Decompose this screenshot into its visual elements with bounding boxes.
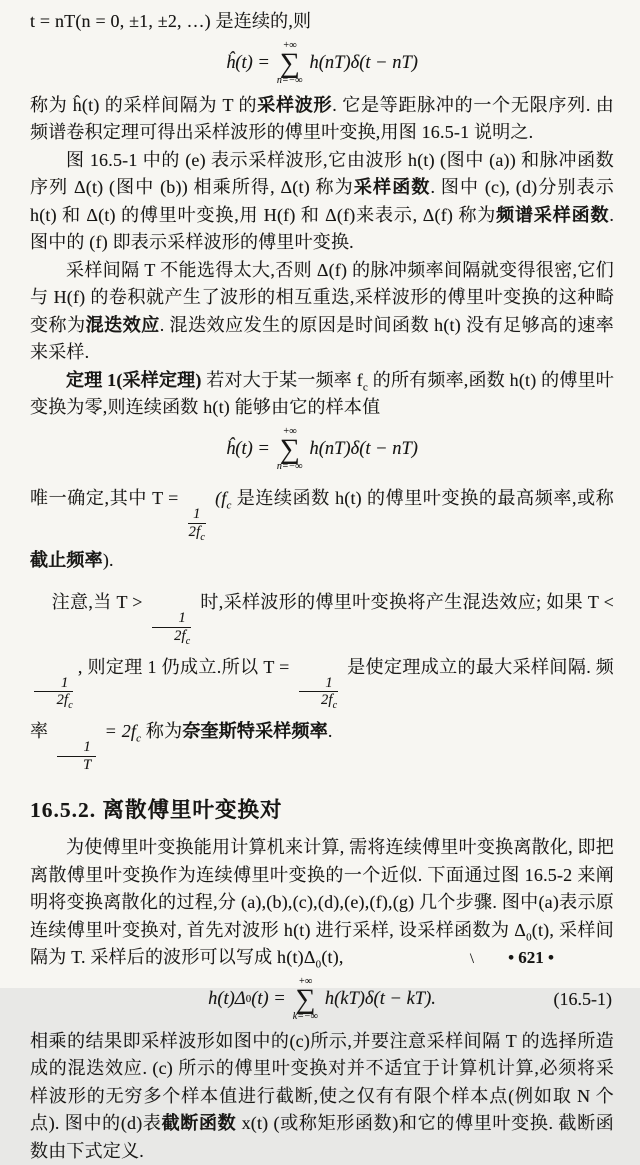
text-segment: 0: [526, 931, 532, 944]
equation-body: h(nT)δ(t − nT): [309, 52, 418, 73]
paragraph-sampling-theorem: [30, 367, 614, 422]
emphasized-term: 截断函数: [161, 1113, 237, 1134]
sum-upper-limit: +∞: [282, 425, 297, 437]
text-run: 称为: [141, 720, 183, 741]
den-text: 2f: [320, 692, 333, 709]
emphasized-term: 频谱采样函数: [496, 204, 610, 225]
paragraph-unique-determination: [30, 478, 614, 580]
den-text: T: [83, 756, 92, 773]
fraction-numerator: 1: [57, 739, 96, 757]
fraction-numerator: 1: [299, 675, 338, 693]
text-segment: . 图中的 (f) 即表示采样波形的傅里叶变换.: [30, 204, 615, 253]
sum-lower-limit: n=−∞: [276, 460, 303, 472]
fraction-1-over-2fc: [152, 610, 192, 647]
sigma-glyph: ∑: [295, 983, 316, 1015]
sum-upper-limit: +∞: [298, 975, 313, 987]
display-formula-16-5-1: [30, 977, 614, 1022]
fraction-denominator: [188, 524, 206, 541]
text-run: 是使定理成立的最大采样间隔. 频率: [30, 656, 614, 741]
fraction-1-over-2fc: [298, 674, 338, 712]
fraction-numerator: 1: [188, 506, 205, 524]
equation-body: h(kT)δ(t − kT).: [324, 989, 436, 1010]
equation-lhs: h(t)Δ: [208, 989, 246, 1010]
fraction-numerator: 1: [152, 610, 191, 628]
text-segment: . 它是等距脉冲的一个无限序列. 由频谱卷积定理可得出采样波形的傅里叶变换,用图 16.5-1 说明之.: [30, 94, 614, 143]
den-text: 2f: [174, 627, 186, 644]
text-segment: 采样间隔 T 不能选得太大,否则 Δ(f) 的脉冲频率间隔就变得很密,它们与 H(f) 的卷积就产生了波形的相互重迭,采样波形的傅里叶变换的这种畸变称为: [30, 259, 614, 335]
den-text: 2f: [188, 523, 201, 540]
fraction-denominator: [34, 692, 74, 712]
equation: [226, 41, 418, 86]
den-subscript: c: [332, 700, 338, 712]
paragraph-aliasing-effect: [30, 257, 614, 367]
text-segment: . 图中 (c), (d)分别表示 h(t) 和 Δ(t) 的傅里叶变换,用 H(f) 和 Δ(f)来表示, Δ(f) 称为: [30, 177, 614, 225]
equation-body: h(nT)δ(t − nT): [309, 439, 418, 460]
summation-symbol: [277, 41, 303, 86]
text-run: 是连续函数 h(t) 的傅里叶变换的最高频率,或称: [231, 487, 614, 508]
text-run: ).: [102, 550, 114, 571]
equation-lhs: ĥ(t) =: [226, 52, 270, 73]
page-footer: [470, 948, 554, 968]
den-subscript: c: [68, 700, 73, 712]
fraction-1-over-2fc: [188, 505, 206, 543]
text-segment: 的所有频率,函数 h(t) 的傅里叶变换为零,则连续函数 h(t) 能够由它的样本值: [30, 369, 614, 418]
equation-lhs-cont: (t) =: [251, 989, 286, 1010]
equation: h(t)Δ 0 (t) = +∞ ∑ k=−∞ h(kT)δ(t − kT).: [208, 975, 436, 1022]
text-segment: (t), 采样间隔为 T. 采样后的波形可以写成 h(t)Δ: [30, 919, 614, 968]
subscript-c: c: [226, 499, 232, 512]
paragraph-sampled-waveform-definition: [30, 92, 614, 147]
fraction-1-over-2fc: [34, 674, 74, 712]
summation-symbol: [293, 977, 318, 1022]
sigma-glyph: ∑: [279, 433, 300, 465]
text-run: = 2f: [99, 720, 137, 741]
text-segment: 0: [315, 958, 322, 971]
den-text: 2f: [56, 692, 69, 709]
text-segment: c: [362, 381, 369, 394]
text-segment: 为使傅里叶变换能用计算机来计算, 需将连续傅里叶变换离散化, 即把离散傅里叶变换作为连续傅里叶变换的一个近似. 下面通过图 16.5-2 来阐明将变换离散化的过程,分 (a),(b),(c),(d),(e),(f),(g) 几个步骤. 图中(a)表示原连续傅里叶变换对, 首先对波形 h(t) 进行采样, 设采样函数为 Δ: [30, 837, 614, 940]
text-run: 唯一确定,其中 T =: [30, 487, 184, 508]
fraction-numerator: 1: [34, 675, 73, 693]
equation-number: (16.5-1): [553, 989, 612, 1010]
text-run: (f: [209, 487, 227, 508]
term-cutoff-frequency: 截止频率: [30, 550, 103, 571]
text-segment: . 混迭效应发生的原因是时间函数 h(t) 没有足够高的速率来采样.: [30, 314, 614, 363]
display-formula-sampled-waveform: [30, 41, 614, 86]
section-heading-16-5-2: 16.5.2. 离散傅里叶变换对: [30, 798, 283, 823]
text-segment: 称为 ĥ(t) 的采样间隔为 T 的: [30, 94, 258, 115]
paragraph-continuity-condition: t = nT(n = 0, ±1, ±2, …) 是连续的,则: [30, 11, 312, 31]
display-formula-sample-values: [30, 427, 614, 472]
text-segment: 若对大于某一频率 f: [201, 369, 363, 390]
sum-lower-limit: k=−∞: [292, 1010, 318, 1022]
den-subscript: c: [185, 635, 191, 647]
text-run: .: [327, 720, 333, 741]
text-run: 时,采样波形的傅里叶变换将产生混迭效应; 如果 T <: [195, 592, 614, 613]
text-segment: 相乘的结果即采样波形如图中的(c)所示,并要注意采样间隔 T 的选择所造成的混迭效应. (c) 所示的傅里叶变换对并不适宜于计算机计算,必须将采样波形的无穷多个样本值进行截断,使之仅有有限个样本点(例如取 N 个点). 图中的(d)表: [30, 1030, 614, 1134]
text-run: , 则定理 1 仍成立.所以 T =: [77, 656, 295, 677]
fraction-1-over-T: [57, 739, 96, 773]
text-segment: 图 16.5-1 中的 (e) 表示采样波形,它由波形 h(t) (图中 (a)) 和脉冲函数序列 Δ(t) (图中 (b)) 相乘所得, Δ(t) 称为: [30, 149, 614, 198]
text-segment: (t),: [321, 947, 344, 968]
emphasized-term: 采样函数: [353, 177, 431, 198]
stray-scan-mark: \: [469, 951, 475, 967]
equation-lhs: ĥ(t) =: [226, 439, 270, 460]
subscript-c: c: [136, 732, 142, 745]
paragraph-truncation-function: [30, 1028, 614, 1165]
page-number: • 621 •: [508, 948, 554, 967]
equation: [226, 427, 418, 472]
sum-lower-limit: n=−∞: [276, 74, 303, 86]
fraction-denominator: [298, 692, 338, 712]
fraction-denominator: [61, 757, 93, 774]
sum-upper-limit: +∞: [282, 39, 297, 51]
emphasized-term: 定理 1(采样定理): [66, 369, 202, 390]
den-subscript: c: [200, 531, 205, 543]
emphasized-term: 混迭效应: [85, 314, 160, 335]
sigma-glyph: ∑: [279, 47, 300, 79]
paragraph-figure-16-5-1-description: [30, 147, 614, 257]
text-segment: x(t) (或称矩形函数)和它的傅里叶变换. 截断函数由下式定义.: [30, 1113, 614, 1161]
text-run: 注意,当 T >: [51, 592, 148, 613]
emphasized-term: 采样波形: [257, 94, 333, 115]
paragraph-nyquist-note: [30, 580, 614, 773]
term-nyquist-frequency: 奈奎斯特采样频率: [182, 720, 328, 741]
fraction-denominator: [152, 628, 192, 645]
summation-symbol: [277, 427, 303, 472]
